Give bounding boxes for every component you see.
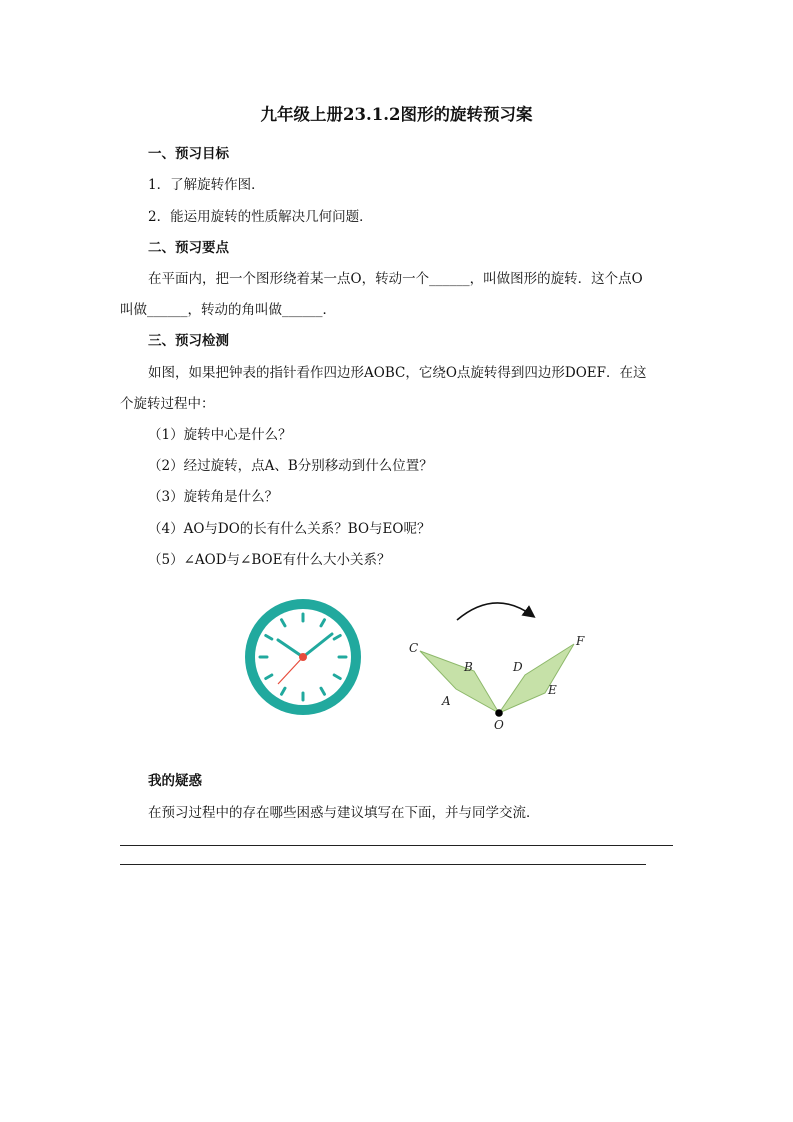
page-title: 九年级上册23.1.2图形的旋转预习案 xyxy=(260,105,533,124)
points-line-1: 在平面内，把一个图形绕着某一点O，转动一个______，叫做图形的旋转．这个点O xyxy=(148,271,643,287)
quadrilateral-AOBC xyxy=(420,651,499,713)
check-intro-line-1: 如图，如果把钟表的指针看作四边形AOBC，它绕O点旋转得到四边形DOEF．在这 xyxy=(148,365,647,381)
label-D: D xyxy=(513,660,523,674)
section-heading-points: 二、预习要点 xyxy=(148,240,229,256)
label-O: O xyxy=(494,718,504,732)
label-F: F xyxy=(576,634,585,648)
label-E: E xyxy=(548,683,557,697)
quadrilateral-DOEF xyxy=(499,644,574,713)
question-3: （3）旋转角是什么？ xyxy=(148,489,279,505)
question-4: （4）AO与DO的长有什么关系？BO与EO呢？ xyxy=(148,521,431,537)
doubts-text: 在预习过程中的存在哪些困惑与建议填写在下面，并与同学交流． xyxy=(148,805,540,821)
label-C: C xyxy=(409,641,419,655)
answer-line-2[interactable] xyxy=(120,864,646,865)
goal-item-1: 1．了解旋转作图． xyxy=(148,177,265,193)
points-line-2: 叫做______，转动的角叫做______． xyxy=(120,302,336,318)
label-B: B xyxy=(464,660,473,674)
answer-line-1[interactable] xyxy=(120,845,673,846)
label-A: A xyxy=(442,694,451,708)
goal-item-2: 2．能运用旋转的性质解决几何问题． xyxy=(148,209,373,225)
section-heading-check: 三、预习检测 xyxy=(148,333,229,349)
question-2: （2）经过旋转，点A、B分别移动到什么位置？ xyxy=(148,458,433,474)
clock-figure xyxy=(240,594,366,720)
question-5: （5）∠AOD与∠BOE有什么大小关系？ xyxy=(148,552,391,568)
doubts-heading: 我的疑惑 xyxy=(148,773,202,789)
section-heading-goals: 一、预习目标 xyxy=(148,146,229,162)
clock-center xyxy=(299,653,307,661)
point-O xyxy=(495,709,503,717)
rotation-arrow xyxy=(457,603,533,620)
question-1: （1）旋转中心是什么？ xyxy=(148,427,292,443)
check-intro-line-2: 个旋转过程中： xyxy=(120,396,215,412)
rotation-diagram xyxy=(400,596,600,736)
